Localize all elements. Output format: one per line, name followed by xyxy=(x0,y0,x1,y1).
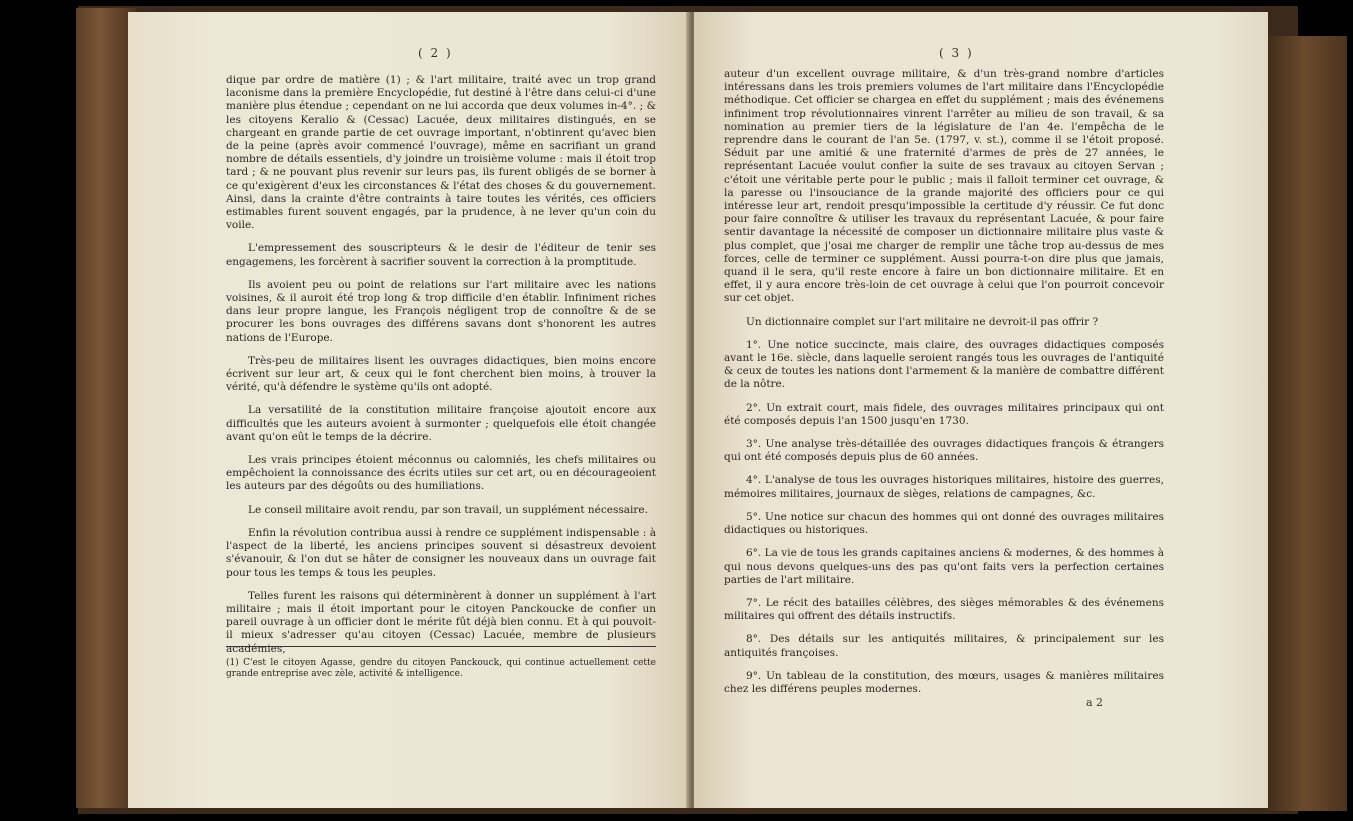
paragraph: 4°. L'analyse de tous les ouvrages historiques militaires, histoire des guerres, mémoires militaires, journaux de sièges, relations de campagnes, &c. xyxy=(724,474,1164,500)
paragraph: Ils avoient peu ou point de relations sur l'art militaire avec les nations voisines, & il auroit été trop long & trop difficile d'en établir. Infiniment riches dans leur propre langue, les François négligent trop de connoître & de se procurer les bons ouvrages des différens savans dont s'honorent les autres nations de l'Europe. xyxy=(226,278,656,344)
footnote: (1) C'est le citoyen Agasse, gendre du citoyen Panckouck, qui continue actuellement cette grande entreprise avec zèle, activité & intelligence. xyxy=(226,658,656,679)
paragraph: Le conseil militaire avoit rendu, par son travail, un supplément nécessaire. xyxy=(248,503,648,516)
paragraph: Les vrais principes étoient méconnus ou calomniés, les chefs militaires ou empêchoient la connoissance des écrits utiles sur cet art, ou en décourageoient les auteurs par des dégoûts ou des humiliations. xyxy=(226,454,656,493)
page-number: ( 2 ) xyxy=(418,46,453,60)
signature-mark: a 2 xyxy=(1086,696,1104,709)
left-page xyxy=(128,12,690,808)
paragraph: 8°. Des détails sur les antiquités militaires, & principalement sur les antiquités françoises. xyxy=(724,633,1164,659)
paragraph: 9°. Un tableau de la constitution, des mœurs, usages & manières militaires chez les différens peuples modernes. xyxy=(724,669,1164,695)
footnote-rule xyxy=(226,646,656,647)
paragraph: La versatilité de la constitution militaire françoise ajoutoit encore aux difficultés que les auteurs avoient à surmonter ; quelquefois elle étoit changée avant qu'on eût le temps de la décrire. xyxy=(226,404,656,443)
book-cover-left xyxy=(76,8,136,808)
page-body xyxy=(226,74,656,666)
paragraph: auteur d'un excellent ouvrage militaire, & d'un très-grand nombre d'articles intéressans dans les trois premiers volumes de l'art militaire dans l'Encyclopédie méthodique. Cet officier se chargea en effet du supplément ; mais des événemens infiniment trop révolutionnaires vinrent l'arrêter au milieu de son travail, & sa nomination au premier tiers de la législature de l'an 4e. l'empêcha de le reprendre dans le courant de l'an 5e. (1797, v. st.), comme il se l'étoit proposé. Séduit par une amitié & une fraternité d'armes de près de 27 années, le représentant Lacuée voulut confier la suite de ses travaux au citoyen Servan ; c'étoit une véritable perte pour le public ; mais il falloit terminer cet ouvrage, & la paresse ou l'insouciance de la grande majorité des officiers pour ce qui intéresse leur art, rendoit presqu'impossible la certitude d'y réussir. Ce fut donc pour faire connoître & utiliser les travaux du représentant Lacuée, & pour faire sentir davantage la nécessité de composer un dictionnaire militaire plus vaste & plus complet, que j'osai me charger de remplir une tâche trop au-dessus de mes forces, celle de terminer ce supplément. Aussi pourra-t-on dire plus que jamais, quand il le sera, qu'il reste encore à faire un bon dictionnaire militaire. Et en effet, il y aura encore très-loin de cet ouvrage à celui que l'on pourroit concevoir sur cet objet. xyxy=(724,68,1164,305)
right-page xyxy=(694,12,1268,808)
paragraph: 2°. Un extrait court, mais fidele, des ouvrages militaires principaux qui ont été composés depuis l'an 1500 jusqu'en 1730. xyxy=(724,401,1164,427)
paragraph: 5°. Une notice sur chacun des hommes qui ont donné des ouvrages militaires didactiques ou historiques. xyxy=(724,510,1164,537)
page-number: ( 3 ) xyxy=(939,46,974,60)
paragraph: 3°. Une analyse très-détaillée des ouvrages didactiques françois & étrangers qui ont été composés depuis plus de 60 années. xyxy=(724,438,1164,464)
paragraph: Un dictionnaire complet sur l'art militaire ne devroit-il pas offrir ? xyxy=(746,315,1099,328)
paragraph: Telles furent les raisons qui déterminèrent à donner un supplément à l'art militaire ; mais il étoit important pour le citoyen Panckoucke de confier un pareil ouvrage à un officier dont le mérite fût déjà bien connu. Et à qui pouvoit-il mieux s'adresser qu'au citoyen (Cessac) Lacuée, membre de plusieurs académies, xyxy=(226,589,656,655)
paragraph: L'empressement des souscripteurs & le desir de l'éditeur de tenir ses engagemens, les forcèrent à sacrifier souvent la correction à la promptitude. xyxy=(226,242,656,268)
paragraph: 6°. La vie de tous les grands capitaines anciens & modernes, & des hommes à qui nous devons quelques-uns des pas qu'ont faits vers la perfection certaines parties de l'art militaire. xyxy=(724,547,1164,586)
paragraph: Très-peu de militaires lisent les ouvrages didactiques, bien moins encore écrivent sur leur art, & ceux qui le font cherchent bien moins, à trouver la vérité, qu'à défendre le système qu'ils ont adopté. xyxy=(226,354,656,394)
paragraph: 1°. Une notice succincte, mais claire, des ouvrages didactiques composés avant le 16e. siècle, dans laquelle seroient rangés tous les ouvrages de l'antiquité & ceux de toutes les nations dont l'armement & la manière de combattre différent de la nôtre. xyxy=(724,338,1164,391)
paragraph: Enfin la révolution contribua aussi à rendre ce supplément indispensable : à l'aspect de la liberté, les anciens principes souvent si désastreux devoient s'évanouir, & l'on dut se hâter de consigner les nouveaux dans un ouvrage fait pour tous les temps & tous les peuples. xyxy=(226,526,656,579)
paragraph: 7°. Le récit des batailles célèbres, des sièges mémorables & des événemens militaires qui offrent des détails instructifs. xyxy=(724,596,1164,623)
paragraph: dique par ordre de matière (1) ; & l'art militaire, traité avec un trop grand laconisme dans la première Encyclopédie, fut destiné à l'être dans celui-ci d'une manière plus étendue ; cependant on ne lui accorda que deux volumes in-4°. ; & les citoyens Keralio & (Cessac) Lacuée, deux militaires distingués, en se chargeant en grande partie de cet ouvrage important, n'obtinrent qu'avec bien de la peine (après avoir commencé l'ouvrage), même en sacrifiant un grand nombre de détails essentiels, d'y joindre un troisième volume : mais il étoit trop tard ; & ne pouvant plus revenir sur leurs pas, ils furent obligés de se borner à ce qu'exigèrent d'eux les circonstances & l'état des choses & du gouvernement. Ainsi, dans la crainte d'être contraints à taire toutes les vérités, ces officiers estimables furent souvent engagés, par la prudence, à ne lever qu'un coin du voile. xyxy=(226,74,656,232)
book-cover-right xyxy=(1262,36,1347,811)
page-body xyxy=(724,68,1164,706)
